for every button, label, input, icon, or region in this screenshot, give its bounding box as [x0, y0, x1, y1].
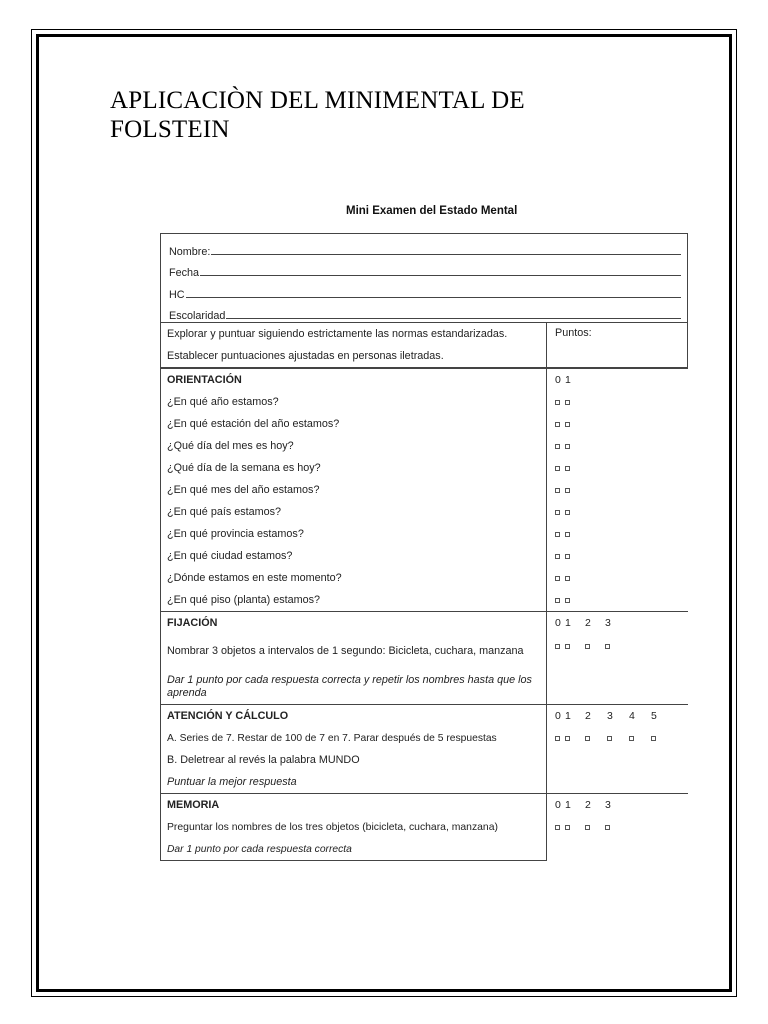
checkbox-1[interactable] — [565, 422, 570, 427]
checkbox-3[interactable] — [605, 825, 610, 830]
date-field-line[interactable] — [200, 275, 681, 276]
checkbox-row — [547, 391, 688, 413]
section-heading: ATENCIÓN Y CÁLCULO — [167, 710, 289, 722]
checkbox-0[interactable] — [555, 644, 560, 649]
mmse-form — [160, 233, 688, 861]
schooling-field-label: Escolaridad — [169, 310, 226, 322]
memoria-content — [160, 794, 547, 861]
score-scale — [547, 705, 688, 727]
checkbox-row — [547, 479, 688, 501]
score-value: 0 — [555, 374, 561, 386]
score-value: 2 — [585, 799, 591, 811]
section-heading: ORIENTACIÓN — [167, 374, 242, 386]
atencion-item-b: B. Deletrear al revés la palabra MUNDO — [167, 754, 360, 766]
checkbox-1[interactable] — [565, 598, 570, 603]
question-row: ¿En qué ciudad estamos? — [167, 550, 293, 562]
checkbox-0[interactable] — [555, 444, 560, 449]
hc-field-label: HC — [169, 288, 185, 301]
memoria-note: Dar 1 punto por cada respuesta correcta — [167, 843, 352, 855]
checkbox-1[interactable] — [565, 576, 570, 581]
score-value: 0 — [555, 799, 561, 811]
checkbox-row — [547, 727, 688, 749]
question-row: ¿Qué día de la semana es hoy? — [167, 462, 321, 474]
section-orientacion — [160, 368, 688, 611]
section-heading: MEMORIA — [167, 799, 220, 811]
instructions-box — [160, 323, 688, 368]
checkbox-row — [547, 816, 688, 838]
checkbox-0[interactable] — [555, 488, 560, 493]
form-title: Mini Examen del Estado Mental — [346, 205, 518, 217]
score-scale — [547, 612, 688, 634]
checkbox-row — [547, 634, 688, 669]
checkbox-0[interactable] — [555, 598, 560, 603]
fijacion-instruction: Nombrar 3 objetos a intervalos de 1 segundo: Bicicleta, cuchara, manzana — [167, 645, 524, 657]
checkbox-5[interactable] — [651, 736, 656, 741]
fijacion-instruction-row — [161, 634, 546, 669]
memoria-scores — [547, 794, 688, 861]
schooling-field-line[interactable] — [226, 318, 681, 319]
date-field-row — [169, 258, 681, 280]
question-row: ¿En qué piso (planta) estamos? — [167, 594, 321, 606]
checkbox-3[interactable] — [607, 736, 612, 741]
atencion-note: Puntuar la mejor respuesta — [167, 776, 297, 788]
document-title: APLICACIÒN DEL MINIMENTAL DE FOLSTEIN — [110, 87, 525, 143]
instructions-text — [161, 323, 547, 367]
orientacion-scores — [547, 369, 688, 611]
checkbox-row — [547, 457, 688, 479]
name-field-line[interactable] — [211, 254, 681, 255]
score-value: 1 — [565, 374, 571, 386]
schooling-field-row — [169, 301, 681, 323]
fijacion-content — [160, 612, 547, 704]
checkbox-row — [547, 413, 688, 435]
checkbox-0[interactable] — [555, 422, 560, 427]
checkbox-0[interactable] — [555, 736, 560, 741]
checkbox-4[interactable] — [629, 736, 634, 741]
checkbox-1[interactable] — [565, 554, 570, 559]
checkbox-0[interactable] — [555, 825, 560, 830]
score-value: 0 — [555, 710, 561, 722]
hc-field-line[interactable] — [186, 297, 681, 298]
orientacion-questions — [160, 369, 547, 611]
checkbox-2[interactable] — [585, 644, 590, 649]
points-label: Puntos: — [555, 327, 592, 339]
name-field-label: Nombre: — [169, 245, 211, 258]
name-field-row — [169, 236, 681, 258]
checkbox-3[interactable] — [605, 644, 610, 649]
question-row: ¿En qué país estamos? — [167, 506, 282, 518]
checkbox-0[interactable] — [555, 576, 560, 581]
checkbox-0[interactable] — [555, 400, 560, 405]
checkbox-1[interactable] — [565, 644, 570, 649]
score-value: 2 — [585, 617, 591, 629]
score-value: 3 — [605, 799, 611, 811]
fijacion-note: Dar 1 punto por cada respuesta correcta y repetir los nombres hasta que los aprenda — [167, 673, 532, 699]
checkbox-row — [547, 545, 688, 567]
score-scale — [547, 794, 688, 816]
checkbox-1[interactable] — [565, 466, 570, 471]
checkbox-1[interactable] — [565, 400, 570, 405]
question-row: ¿En qué año estamos? — [167, 396, 279, 408]
checkbox-0[interactable] — [555, 466, 560, 471]
checkbox-1[interactable] — [565, 444, 570, 449]
checkbox-row — [547, 501, 688, 523]
section-atencion — [160, 704, 688, 793]
score-value: 5 — [651, 710, 657, 722]
patient-info-box — [160, 233, 688, 323]
score-value: 1 — [565, 617, 571, 629]
question-row: ¿En qué provincia estamos? — [167, 528, 304, 540]
checkbox-row — [547, 523, 688, 545]
checkbox-1[interactable] — [565, 736, 570, 741]
checkbox-row — [547, 435, 688, 457]
section-memoria — [160, 793, 688, 861]
checkbox-2[interactable] — [585, 736, 590, 741]
score-value: 3 — [607, 710, 613, 722]
score-value: 4 — [629, 710, 635, 722]
score-value: 3 — [605, 617, 611, 629]
checkbox-2[interactable] — [585, 825, 590, 830]
hc-field-row — [169, 279, 681, 301]
atencion-scores — [547, 705, 688, 793]
score-scale — [547, 369, 688, 391]
score-value: 0 — [555, 617, 561, 629]
question-row: ¿En qué estación del año estamos? — [167, 418, 340, 430]
memoria-instruction: Preguntar los nombres de los tres objetos (bicicleta, cuchara, manzana) — [167, 821, 498, 833]
fijacion-scores — [547, 612, 688, 704]
checkbox-1[interactable] — [565, 510, 570, 515]
question-row: ¿Dónde estamos en este momento? — [167, 572, 342, 584]
date-field-label: Fecha — [169, 267, 200, 279]
score-value: 1 — [565, 799, 571, 811]
checkbox-1[interactable] — [565, 825, 570, 830]
checkbox-1[interactable] — [565, 532, 570, 537]
score-value: 2 — [585, 710, 591, 722]
instruction-line: Explorar y puntuar siguiendo estrictamente las normas estandarizadas. — [167, 328, 508, 340]
checkbox-row — [547, 567, 688, 589]
instruction-line: Establecer puntuaciones ajustadas en personas iletradas. — [167, 350, 444, 362]
checkbox-1[interactable] — [565, 488, 570, 493]
question-row: ¿En qué mes del año estamos? — [167, 484, 320, 496]
atencion-content — [160, 705, 547, 793]
section-heading: FIJACIÓN — [167, 617, 218, 629]
section-fijacion — [160, 611, 688, 704]
question-row: ¿Qué día del mes es hoy? — [167, 440, 294, 452]
checkbox-row — [547, 589, 688, 611]
checkbox-0[interactable] — [555, 510, 560, 515]
atencion-item-a: A. Series de 7. Restar de 100 de 7 en 7. Parar después de 5 respuestas — [167, 732, 497, 744]
checkbox-0[interactable] — [555, 554, 560, 559]
score-value: 1 — [565, 710, 571, 722]
checkbox-0[interactable] — [555, 532, 560, 537]
